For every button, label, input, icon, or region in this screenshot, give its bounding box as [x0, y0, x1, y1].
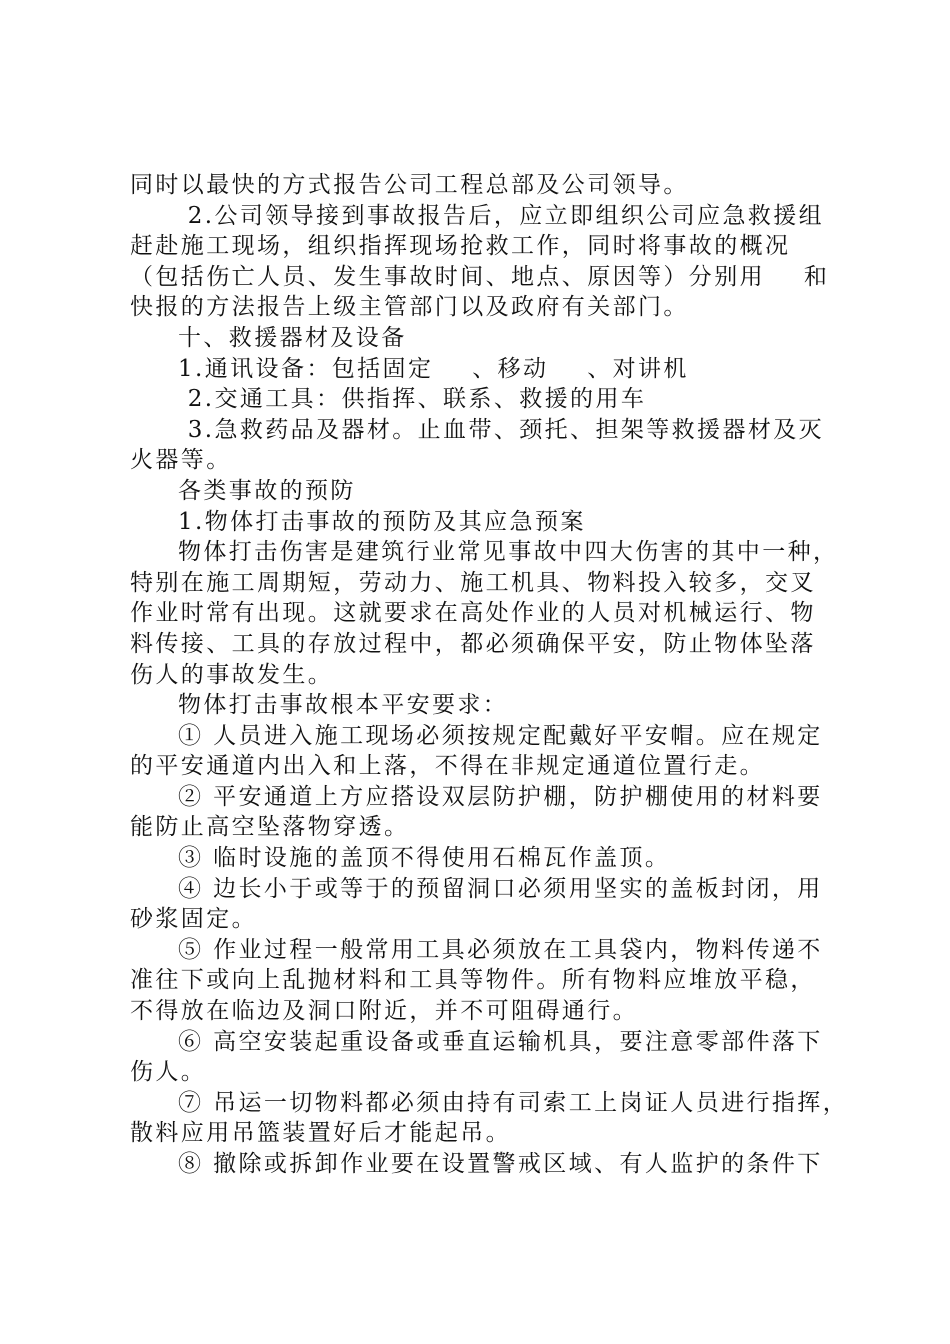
text-line: ③ 临时设施的盖顶不得使用石棉瓦作盖顶。 [178, 845, 671, 872]
text-line: 1.通讯设备：包括固定 、移动 、对讲机 [178, 355, 689, 382]
text-line: ⑥ 高空安装起重设备或垂直运输机具，要注意零部件落下 [178, 1028, 823, 1055]
text-line: 的平安通道内出入和上落，不得在非规定通道位置行走。 [130, 753, 765, 780]
text-line: ⑧ 撤除或拆卸作业要在设置警戒区域、有人监护的条件下 [178, 1151, 823, 1177]
text-line: ② 平安通道上方应搭设双层防护棚，防护棚使用的材料要 [178, 783, 823, 810]
text-line: 不得放在临边及洞口附近，并不可阻碍通行。 [130, 998, 638, 1025]
text-line: 十、救援器材及设备 [178, 324, 407, 351]
document-body [130, 170, 849, 1180]
text-line: 同时以最快的方式报告公司工程总部及公司领导。 [130, 172, 689, 198]
text-line: 特别在施工周期短，劳动力、施工机具、物料投入较多，交叉 [130, 569, 816, 596]
text-line: 3.急救药品及器材。止血带、颈托、担架等救援器材及灭 [178, 416, 825, 443]
text-line: 快报的方法报告上级主管部门以及政府有关部门。 [130, 294, 689, 321]
text-line: ⑤ 作业过程一般常用工具必须放在工具袋内，物料传递不 [178, 936, 823, 963]
text-line: 物体打击事故根本平安要求： [178, 692, 509, 719]
text-line: 伤人的事故发生。 [130, 661, 334, 688]
text-line: 2.公司领导接到事故报告后，应立即组织公司应急救援组 [178, 202, 825, 229]
text-line: 赶赴施工现场，组织指挥现场抢救工作，同时将事故的概况 [130, 233, 791, 260]
text-line: ⑦ 吊运一切物料都必须由持有司索工上岗证人员进行指挥， [178, 1089, 849, 1116]
text-line: （包括伤亡人员、发生事故时间、地点、原因等）分别用 和 [130, 263, 830, 290]
text-line: 作业时常有出现。这就要求在高处作业的人员对机械运行、物 [130, 600, 816, 627]
text-line: ① 人员进入施工现场必须按规定配戴好平安帽。应在规定 [178, 722, 823, 749]
text-line: 散料应用吊篮装置好后才能起吊。 [130, 1120, 511, 1147]
text-line: ④ 边长小于或等于的预留洞口必须用坚实的盖板封闭，用 [178, 875, 823, 902]
text-line: 各类事故的预防 [178, 477, 356, 504]
text-line: 砂浆固定。 [130, 906, 257, 933]
text-line: 料传接、工具的存放过程中，都必须确保平安，防止物体坠落 [130, 630, 816, 657]
text-line: 1.物体打击事故的预防及其应急预案 [178, 508, 586, 535]
text-line: 伤人。 [130, 1059, 207, 1086]
text-line: 能防止高空坠落物穿透。 [130, 814, 410, 841]
text-line: 物体打击伤害是建筑行业常见事故中四大伤害的其中一种， [178, 539, 839, 566]
text-line: 2.交通工具：供指挥、联系、救援的用车 [178, 386, 647, 413]
text-line: 准往下或向上乱抛材料和工具等物件。所有物料应堆放平稳， [130, 967, 816, 994]
text-line: 火器等。 [130, 447, 232, 474]
